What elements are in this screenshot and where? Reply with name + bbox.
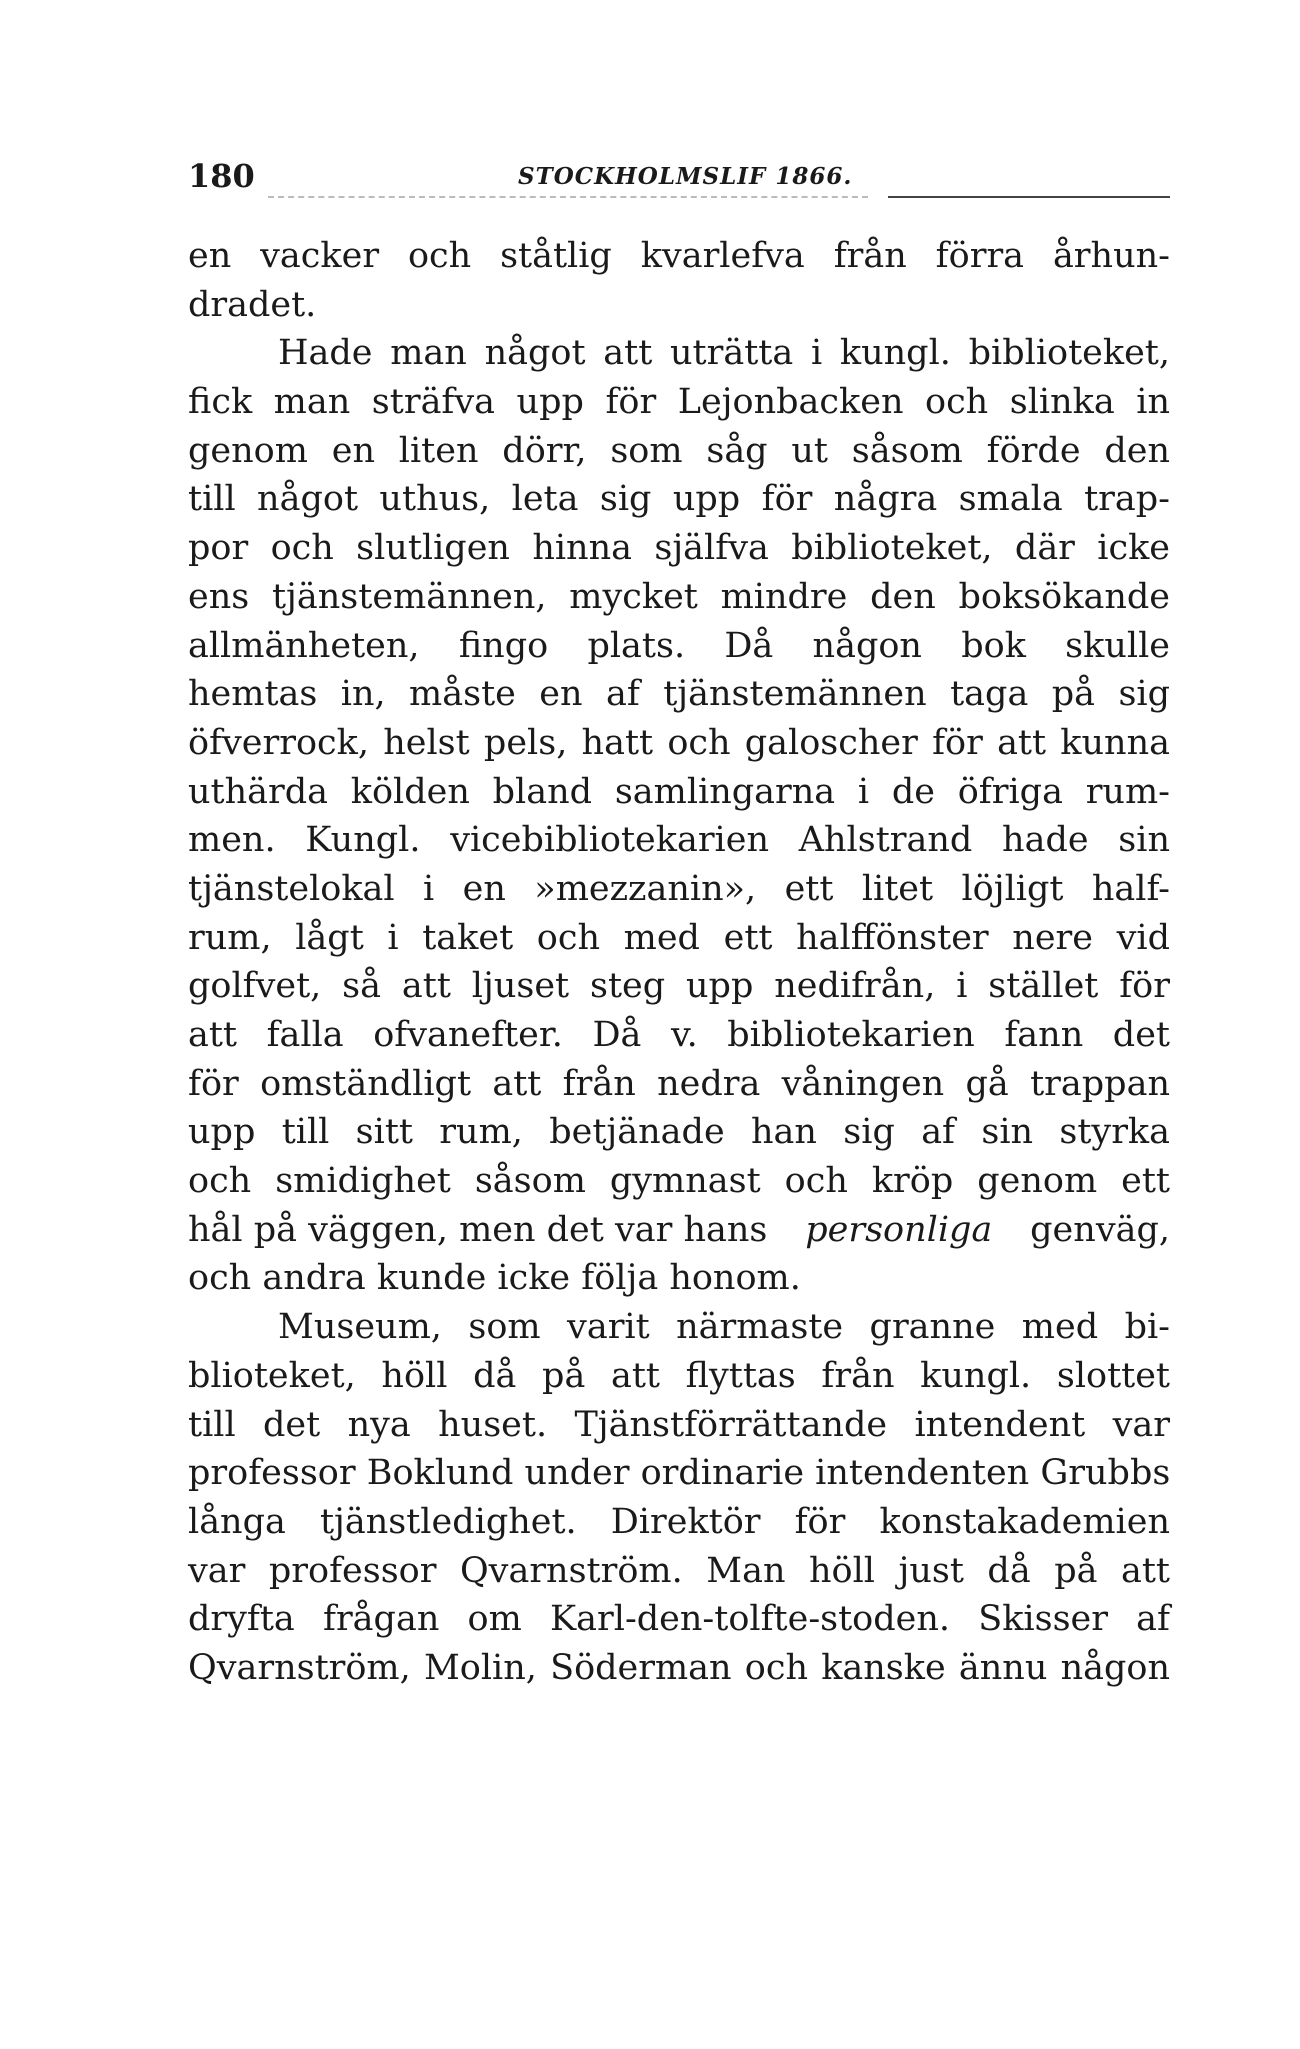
text-fragment: genväg,	[1030, 1209, 1170, 1250]
text-line: dradet.	[188, 284, 317, 325]
paragraph-first-line: Museum, som varit närmaste granne med bi-	[278, 1307, 1170, 1348]
text-line: tjänstelokal i en »mezzanin», ett litet löjligt half-	[188, 868, 1170, 909]
text-fragment: hål på väggen, men det var hans	[188, 1209, 768, 1250]
text-line: blioteket, höll då på att flyttas från kungl. slottet	[188, 1355, 1170, 1396]
text-line: hemtas in, måste en af tjänstemännen taga på sig	[188, 674, 1170, 715]
paragraph-first-line: Hade man något att uträtta i kungl. biblioteket,	[278, 333, 1170, 374]
text-line: var professor Qvarnström. Man höll just då på att	[188, 1550, 1170, 1591]
running-title: STOCKHOLMSLIF 1866.	[518, 163, 853, 190]
text-line: Qvarnström, Molin, Söderman och kanske ännu någon	[188, 1647, 1170, 1688]
text-line: dryfta frågan om Karl-den-tolfte-stoden. Skisser af	[188, 1599, 1170, 1640]
text-line: och andra kunde icke följa honom.	[188, 1258, 801, 1299]
running-head	[188, 156, 1170, 200]
text-line: golfvet, så att ljuset steg upp nedifrån, i stället för	[188, 966, 1170, 1007]
text-line: för omständligt att från nedra våningen gå trappan	[188, 1063, 1170, 1104]
page-number: 180	[188, 157, 255, 195]
text-line: uthärda kölden bland samlingarna i de öfriga rum-	[188, 771, 1170, 812]
text-line: rum, lågt i taket och med ett halffönster nere vid	[188, 917, 1170, 958]
text-line: långa tjänstledighet. Direktör för konstakademien	[188, 1501, 1170, 1542]
text-line: att falla ofvanefter. Då v. bibliotekarien fann det	[188, 1015, 1170, 1055]
text-line: öfverrock, helst pels, hatt och galoscher för att kunna	[188, 722, 1170, 763]
text-line: por och slutligen hinna själfva biblioteket, där icke	[188, 528, 1170, 569]
header-dotted-rule	[268, 196, 868, 198]
text-line: men. Kungl. vicebibliotekarien Ahlstrand hade sin	[188, 820, 1170, 861]
text-line: upp till sitt rum, betjänade han sig af sin styrka	[188, 1112, 1170, 1153]
text-line: professor Boklund under ordinarie intendenten Grubbs	[188, 1453, 1171, 1494]
text-line: ens tjänstemännen, mycket mindre den boksökande	[188, 576, 1170, 617]
text-line: genom en liten dörr, som såg ut såsom förde den	[188, 430, 1170, 471]
italic-word: personliga	[805, 1209, 993, 1250]
text-line-with-italic	[188, 1206, 1170, 1255]
text-line: till något uthus, leta sig upp för några smala trap-	[188, 479, 1170, 520]
text-line: fick man sträfva upp för Lejonbacken och slinka in	[188, 382, 1170, 423]
text-line: till det nya huset. Tjänstförrättande intendent var	[188, 1404, 1170, 1445]
header-rule	[888, 196, 1170, 198]
body-text	[188, 232, 1170, 1693]
text-line: och smidighet såsom gymnast och kröp genom ett	[188, 1161, 1170, 1202]
text-line: allmänheten, fingo plats. Då någon bok skulle	[188, 625, 1170, 666]
text-line: en vacker och ståtlig kvarlefva från förra århun-	[188, 236, 1170, 276]
